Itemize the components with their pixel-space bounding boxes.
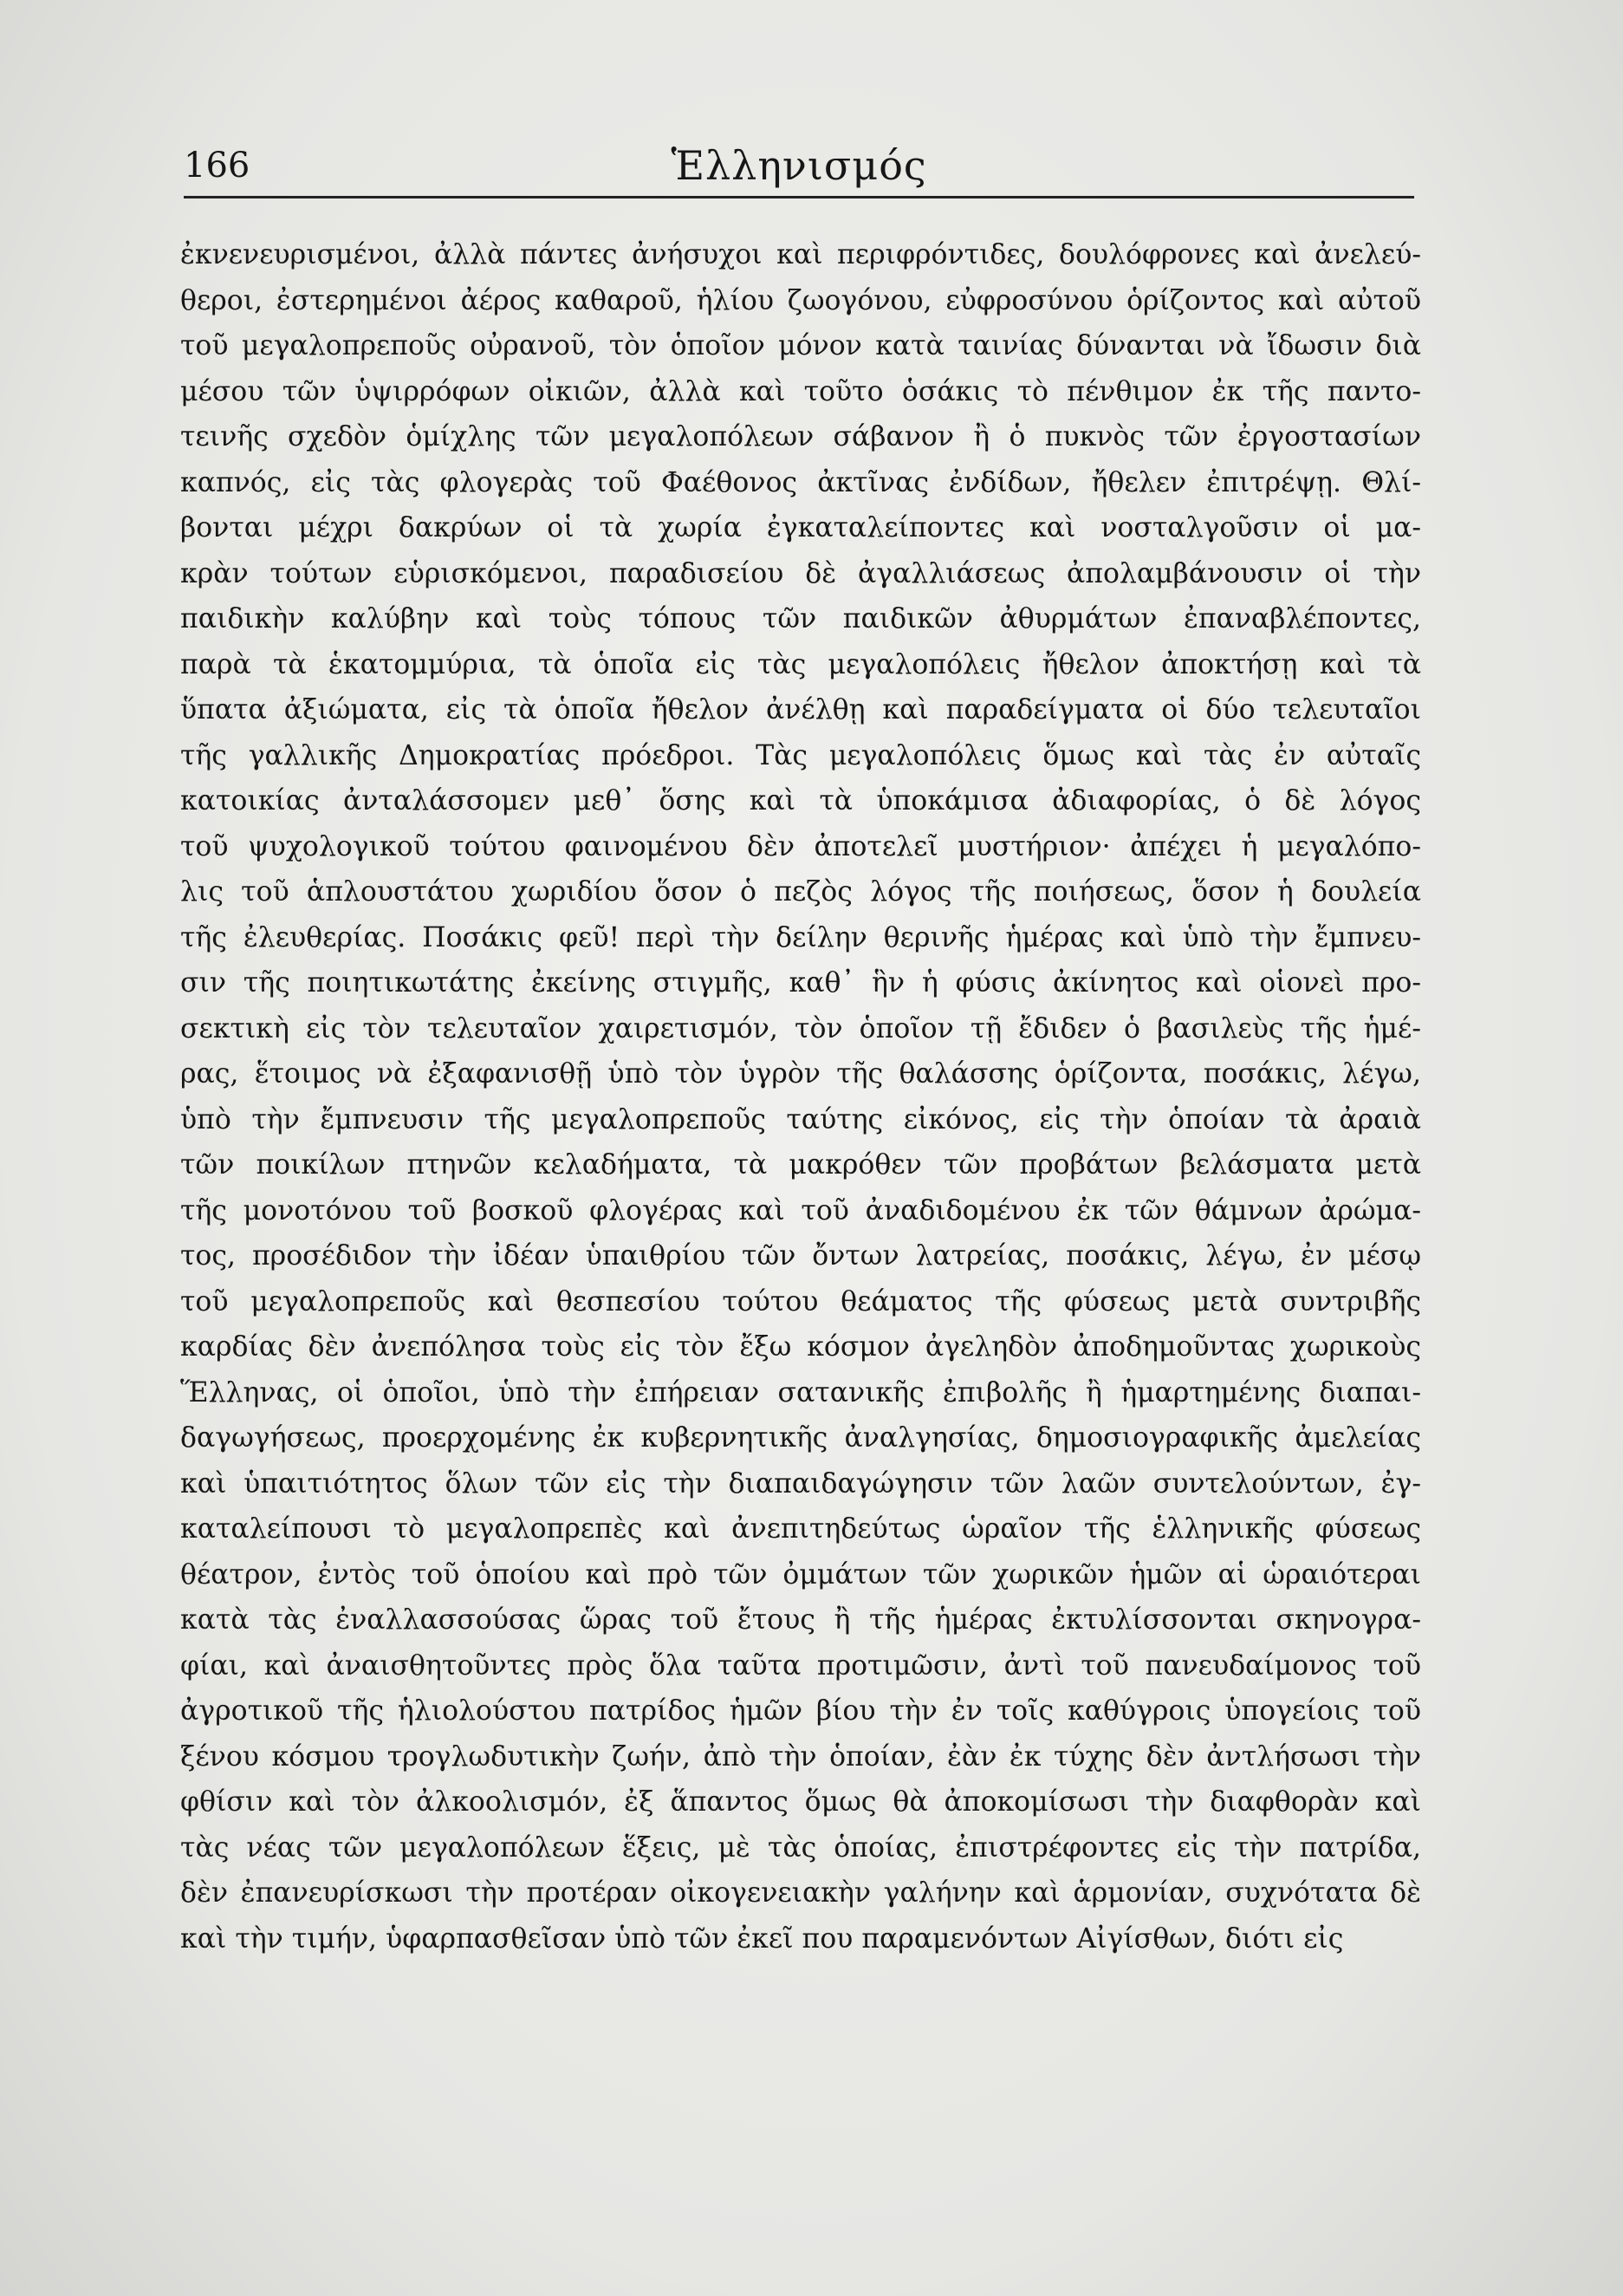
text-line: ἀγροτικοῦ τῆς ἡλιολούστου πατρίδος ἡμῶν βίου τὴν ἐν τοῖς καθύγροις ὑπογείοις τοῦ — [180, 1695, 1421, 1727]
text-line: τῶν ποικίλων πτηνῶν κελαδήματα, τὰ μακρόθεν τῶν προβάτων βελάσματα μετὰ — [180, 1149, 1421, 1181]
text-line: τοῦ μεγαλοπρεποῦς καὶ θεσπεσίου τούτου θεάματος τῆς φύσεως μετὰ συντριβῆς — [180, 1285, 1421, 1317]
text-line: καταλείπουσι τὸ μεγαλοπρεπὲς καὶ ἀνεπιτηδεύτως ὡραῖον τῆς ἑλληνικῆς φύσεως — [180, 1513, 1421, 1545]
text-line: καπνός, εἰς τὰς φλογερὰς τοῦ Φαέθονος ἀκτῖνας ἐνδίδων, ἤθελεν ἐπιτρέψῃ. Θλί- — [180, 466, 1421, 498]
text-line: ἐκνενευρισμένοι, ἀλλὰ πάντες ἀνήσυχοι καὶ περιφρόντιδες, δουλόφρονες καὶ ἀνελεύ- — [180, 239, 1421, 270]
text-line: σεκτικὴ εἰς τὸν τελευταῖον χαιρετισμόν, τὸν ὁποῖον τῇ ἔδιδεν ὁ βασιλεὺς τῆς ἡμέ- — [180, 1012, 1421, 1044]
text-line: φίαι, καὶ ἀναισθητοῦντες πρὸς ὅλα ταῦτα προτιμῶσιν, ἀντὶ τοῦ πανευδαίμονος τοῦ — [180, 1649, 1421, 1681]
header-rule — [184, 196, 1414, 198]
text-line: παρὰ τὰ ἑκατομμύρια, τὰ ὁποῖα εἰς τὰς μεγαλοπόλεις ἤθελον ἀποκτήσῃ καὶ τὰ — [180, 648, 1421, 680]
text-line: ρας, ἕτοιμος νὰ ἐξαφανισθῇ ὑπὸ τὸν ὑγρὸν τῆς θαλάσσης ὁρίζοντα, ποσάκις, λέγω, — [180, 1058, 1421, 1089]
text-line: τῆς μονοτόνου τοῦ βοσκοῦ φλογέρας καὶ τοῦ ἀναδιδομένου ἐκ τῶν θάμνων ἀρώμα- — [180, 1194, 1421, 1226]
text-line: κατοικίας ἀνταλάσσομεν μεθ᾽ ὅσης καὶ τὰ ὑποκάμισα ἀδιαφορίας, ὁ δὲ λόγος — [180, 785, 1421, 816]
text-line: δαγωγήσεως, προερχομένης ἐκ κυβερνητικῆς ἀναλγησίας, δημοσιογραφικῆς ἀμελείας — [180, 1422, 1421, 1454]
page-number: 166 — [184, 146, 250, 185]
text-line: κατὰ τὰς ἐναλλασσούσας ὥρας τοῦ ἔτους ἢ τῆς ἡμέρας ἐκτυλίσσονται σκηνογρα- — [180, 1604, 1421, 1636]
text-line: παιδικὴν καλύβην καὶ τοὺς τόπους τῶν παιδικῶν ἀθυρμάτων ἐπαναβλέποντες, — [180, 603, 1421, 634]
text-line: τῆς γαλλικῆς Δημοκρατίας πρόεδροι. Τὰς μεγαλοπόλεις ὅμως καὶ τὰς ἐν αὐταῖς — [180, 739, 1421, 771]
text-line: καρδίας δὲν ἀνεπόλησα τοὺς εἰς τὸν ἔξω κόσμον ἀγεληδὸν ἀποδημοῦντας χωρικοὺς — [180, 1331, 1421, 1363]
text-line: κρὰν τούτων εὑρισκόμενοι, παραδισείου δὲ ἀγαλλιάσεως ἀπολαμβάνουσιν οἱ τὴν — [180, 557, 1421, 589]
text-line: τοῦ ψυχολογικοῦ τούτου φαινομένου δὲν ἀποτελεῖ μυστήριον· ἀπέχει ἡ μεγαλόπο- — [180, 830, 1421, 862]
text-line: ξένου κόσμου τρογλωδυτικὴν ζωήν, ἀπὸ τὴν ὁποίαν, ἐὰν ἐκ τύχης δὲν ἀντλήσωσι τὴν — [180, 1740, 1421, 1772]
text-line: βονται μέχρι δακρύων οἱ τὰ χωρία ἐγκαταλείποντες καὶ νοσταλγοῦσιν οἱ μα- — [180, 512, 1421, 543]
text-line: Ἕλληνας, οἱ ὁποῖοι, ὑπὸ τὴν ἐπήρειαν σατανικῆς ἐπιβολῆς ἢ ἡμαρτημένης διαπαι- — [180, 1376, 1421, 1408]
text-line: τὰς νέας τῶν μεγαλοπόλεων ἕξεις, μὲ τὰς ὁποίας, ἐπιστρέφοντες εἰς τὴν πατρίδα, — [180, 1831, 1421, 1863]
text-line: τῆς ἐλευθερίας. Ποσάκις φεῦ! περὶ τὴν δείλην θερινῆς ἡμέρας καὶ ὑπὸ τὴν ἔμπνευ- — [180, 921, 1421, 953]
body-text — [180, 232, 1421, 1961]
text-line: λις τοῦ ἁπλουστάτου χωριδίου ὅσον ὁ πεζὸς λόγος τῆς ποιήσεως, ὅσον ἡ δουλεία — [180, 876, 1421, 907]
text-line: φθίσιν καὶ τὸν ἀλκοολισμόν, ἐξ ἅπαντος ὅμως θὰ ἀποκομίσωσι τὴν διαφθορὰν καὶ — [180, 1786, 1421, 1818]
text-line: θεροι, ἐστερημένοι ἀέρος καθαροῦ, ἡλίου ζωογόνου, εὐφροσύνου ὁρίζοντος καὶ αὐτοῦ — [180, 284, 1421, 316]
text-line: τοῦ μεγαλοπρεποῦς οὐρανοῦ, τὸν ὁποῖον μόνον κατὰ ταινίας δύνανται νὰ ἴδωσιν διὰ — [180, 330, 1421, 361]
text-line: καὶ ὑπαιτιότητος ὅλων τῶν εἰς τὴν διαπαιδαγώγησιν τῶν λαῶν συντελούντων, ἐγ- — [180, 1467, 1421, 1499]
text-line: ὕπατα ἀξιώματα, εἰς τὰ ὁποῖα ἤθελον ἀνέλθῃ καὶ παραδείγματα οἱ δύο τελευταῖοι — [180, 694, 1421, 725]
text-line: ὑπὸ τὴν ἔμπνευσιν τῆς μεγαλοπρεποῦς ταύτης εἰκόνος, εἰς τὴν ὁποίαν τὰ ἀραιὰ — [180, 1103, 1421, 1135]
text-line: σιν τῆς ποιητικωτάτης ἐκείνης στιγμῆς, καθ᾽ ἣν ἡ φύσις ἀκίνητος καὶ οἱονεὶ προ- — [180, 967, 1421, 998]
text-line: τεινῆς σχεδὸν ὁμίχλης τῶν μεγαλοπόλεων σάβανον ἢ ὁ πυκνὸς τῶν ἐργοστασίων — [180, 421, 1421, 452]
text-line: μέσου τῶν ὑψιρρόφων οἰκιῶν, ἀλλὰ καὶ τοῦτο ὁσάκις τὸ πένθιμον ἐκ τῆς παντο- — [180, 375, 1421, 407]
running-head — [184, 130, 1414, 191]
text-line: καὶ τὴν τιμήν, ὑφαρπασθεῖσαν ὑπὸ τῶν ἐκεῖ που παραμενόντων Αἰγίσθων, διότι εἰς — [180, 1922, 1344, 1955]
text-line: τος, προσέδιδον τὴν ἰδέαν ὑπαιθρίου τῶν ὄντων λατρείας, ποσάκις, λέγω, ἐν μέσῳ — [180, 1240, 1421, 1272]
text-line: δὲν ἐπανευρίσκωσι τὴν προτέραν οἰκογενειακὴν γαλήνην καὶ ἁρμονίαν, συχνότατα δὲ — [180, 1877, 1421, 1909]
running-title: Ἑλληνισμός — [671, 142, 927, 189]
text-line: θέατρον, ἐντὸς τοῦ ὁποίου καὶ πρὸ τῶν ὀμμάτων τῶν χωρικῶν ἡμῶν αἱ ὡραιότεραι — [180, 1558, 1421, 1590]
